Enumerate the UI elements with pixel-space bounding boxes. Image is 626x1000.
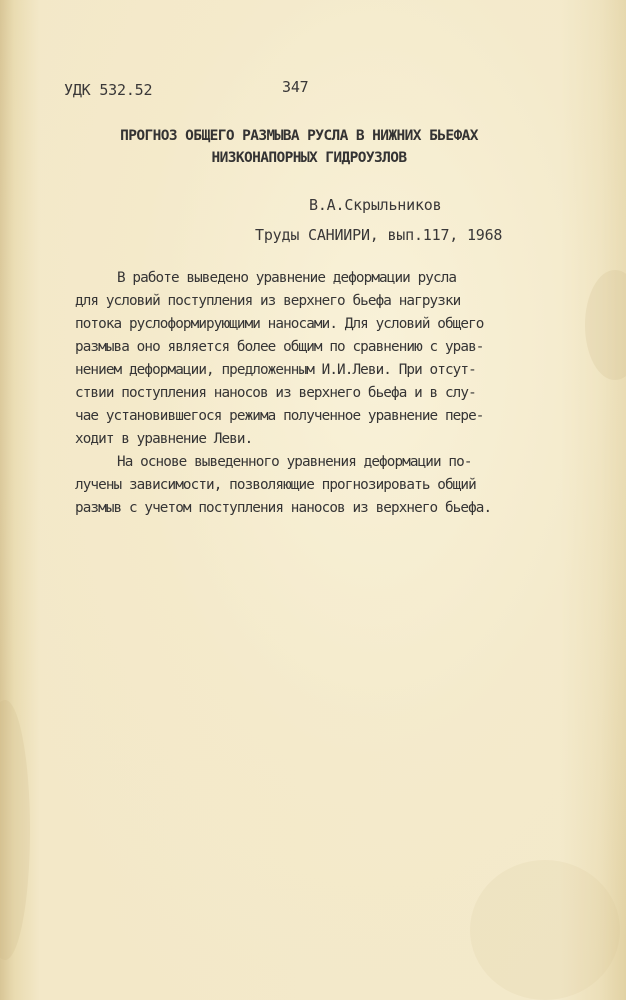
abstract-line: чае установившегося режима полученное уравнение пере- [75,408,484,424]
paper-stain [470,860,620,1000]
paper-stain [0,700,30,960]
abstract-line: размыв с учетом поступления наносов из верхнего бьефа. [75,500,492,516]
publication-source: Труды САНИИРИ, вып.117, 1968 [255,226,503,244]
abstract-line: размыва оно является более общим по сравнению с урав- [75,339,484,355]
abstract-line: потока руслоформирующими наносами. Для условий общего [75,316,484,332]
abstract-line: ствии поступления наносов из верхнего бьефа и в слу- [75,385,476,401]
page-number: 347 [282,78,309,96]
author-name: В.А.Скрыльников [309,196,442,214]
article-title-line-1: ПРОГНОЗ ОБЩЕГО РАЗМЫВА РУСЛА В НИЖНИХ БЬЕФАХ [120,128,478,144]
paper-stain [585,270,626,380]
udk-code: УДК 532.52 [64,81,153,99]
abstract-line: нением деформации, предложенным И.И.Леви. При отсут- [75,362,476,378]
abstract-line: лучены зависимости, позволяющие прогнозировать общий [75,477,476,493]
abstract-line: На основе выведенного уравнения деформации по- [117,454,472,470]
article-title-line-2: НИЗКОНАПОРНЫХ ГИДРОУЗЛОВ [211,150,407,166]
abstract-line: для условий поступления из верхнего бьефа нагрузки [75,293,461,309]
abstract-line: ходит в уравнение Леви. [75,431,253,447]
abstract-line: В работе выведено уравнение деформации русла [117,270,457,286]
